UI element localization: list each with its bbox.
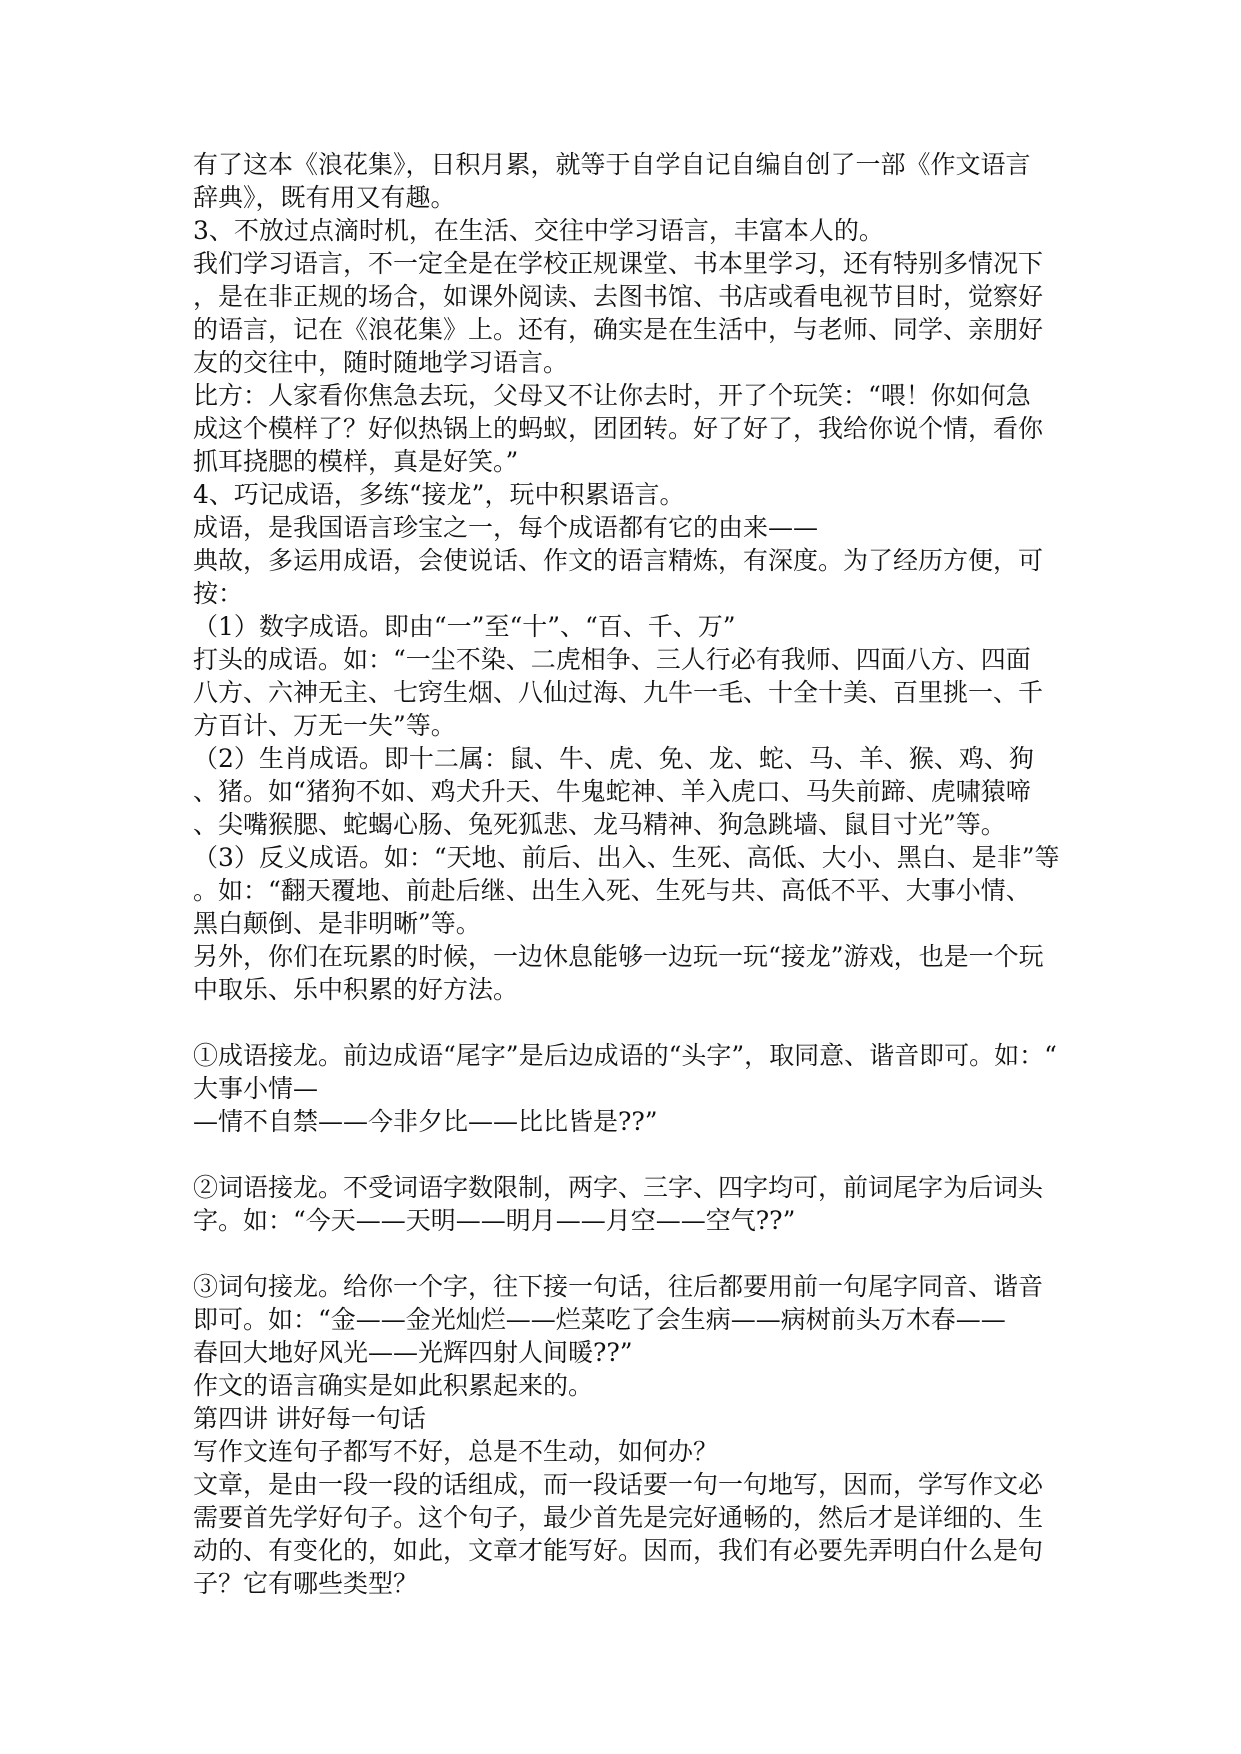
text-line: 打头的成语。如：“一尘不染、二虎相争、三人行必有我师、四面八方、四面	[193, 645, 1031, 674]
text-line: 作文的语言确实是如此积累起来的。	[193, 1371, 594, 1400]
text-line: 另外，你们在玩累的时候，一边休息能够一边玩一玩“接龙”游戏，也是一个玩	[193, 942, 1044, 971]
text-line: 辞典》，既有用又有趣。	[193, 183, 456, 212]
text-line: 典故，多运用成语，会使说话、作文的语言精炼，有深度。为了经历方便，可	[193, 546, 1044, 575]
text-line: 比方：人家看你焦急去玩，父母又不让你去时，开了个玩笑：“喂！你如何急	[193, 381, 1031, 410]
text-line: 即可。如：“金——金光灿烂——烂菜吃了会生病——病树前头万木春——	[193, 1305, 1006, 1334]
text-line: 4、巧记成语，多练“接龙”，玩中积累语言。	[193, 480, 685, 509]
text-line: 、尖嘴猴腮、蛇蝎心肠、兔死狐悲、龙马精神、狗急跳墙、鼠目寸光”等。	[193, 810, 1006, 839]
text-line: 八方、六神无主、七窍生烟、八仙过海、九牛一毛、十全十美、百里挑一、千	[193, 678, 1044, 707]
text-line: 。如：“翻天覆地、前赴后继、出生入死、生死与共、高低不平、大事小情、	[193, 876, 1031, 905]
text-line: 我们学习语言，不一定全是在学校正规课堂、书本里学习，还有特别多情况下	[193, 249, 1044, 278]
text-line: 成语，是我国语言珍宝之一，每个成语都有它的由来——	[193, 513, 819, 542]
text-line: 需要首先学好句子。这个句子，最少首先是完好通畅的，然后才是详细的、生	[193, 1503, 1044, 1532]
text-line: ，是在非正规的场合，如课外阅读、去图书馆、书店或看电视节目时，觉察好	[193, 282, 1044, 311]
text-line: ②词语接龙。不受词语字数限制，两字、三字、四字均可，前词尾字为后词头	[193, 1173, 1044, 1202]
text-line: 动的、有变化的，如此，文章才能写好。因而，我们有必要先弄明白什么是句	[193, 1536, 1044, 1565]
text-line: 春回大地好风光——光辉四射人间暖??”	[193, 1338, 633, 1367]
text-line: 有了这本《浪花集》，日积月累，就等于自学自记自编自创了一部《作文语言	[193, 150, 1031, 179]
blank-line	[193, 1006, 1063, 1039]
text-line: 第四讲 讲好每一句话	[193, 1404, 426, 1433]
text-line: 黑白颠倒、是非明晰”等。	[193, 909, 481, 938]
text-line: 3、不放过点滴时机，在生活、交往中学习语言，丰富本人的。	[193, 216, 884, 245]
text-line: 的语言，记在《浪花集》上。还有，确实是在生活中，与老师、同学、亲朋好	[193, 315, 1044, 344]
text-line: 字。如：“今天——天明——明月——月空——空气??”	[193, 1206, 796, 1235]
text-line: 友的交往中，随时随地学习语言。	[193, 348, 569, 377]
text-line: （2）生肖成语。即十二属：鼠、牛、虎、免、龙、蛇、马、羊、猴、鸡、狗	[193, 744, 1034, 773]
text-line: 抓耳挠腮的模样，真是好笑。”	[193, 447, 519, 476]
text-line: —情不自禁——今非夕比——比比皆是??”	[193, 1107, 658, 1136]
document-body	[193, 148, 1063, 1600]
text-line: 文章，是由一段一段的话组成，而一段话要一句一句地写，因而，学写作文必	[193, 1470, 1044, 1499]
text-line: 写作文连句子都写不好，总是不生动，如何办？	[193, 1437, 719, 1466]
text-line: 方百计、万无一失”等。	[193, 711, 456, 740]
text-line: 、猪。如“猪狗不如、鸡犬升天、牛鬼蛇神、羊入虎口、马失前蹄、虎啸猿啼	[193, 777, 1031, 806]
text-line: 子？它有哪些类型？	[193, 1569, 419, 1598]
text-line: （1）数字成语。即由“一”至“十”、“百、千、万”	[193, 612, 736, 641]
text-line: ③词句接龙。给你一个字，往下接一句话，往后都要用前一句尾字同音、谐音	[193, 1272, 1044, 1301]
text-line: 成这个模样了？好似热锅上的蚂蚁，团团转。好了好了，我给你说个情，看你	[193, 414, 1044, 443]
text-line: 大事小情—	[193, 1074, 319, 1103]
text-line: 按：	[193, 579, 244, 608]
blank-line	[193, 1237, 1063, 1270]
text-line: （3）反义成语。如：“天地、前后、出入、生死、高低、大小、黑白、是非”等	[193, 843, 1060, 872]
text-line: ①成语接龙。前边成语“尾字”是后边成语的“头字”，取同意、谐音即可。如：“	[193, 1041, 1057, 1070]
blank-line	[193, 1138, 1063, 1171]
text-line: 中取乐、乐中积累的好方法。	[193, 975, 519, 1004]
